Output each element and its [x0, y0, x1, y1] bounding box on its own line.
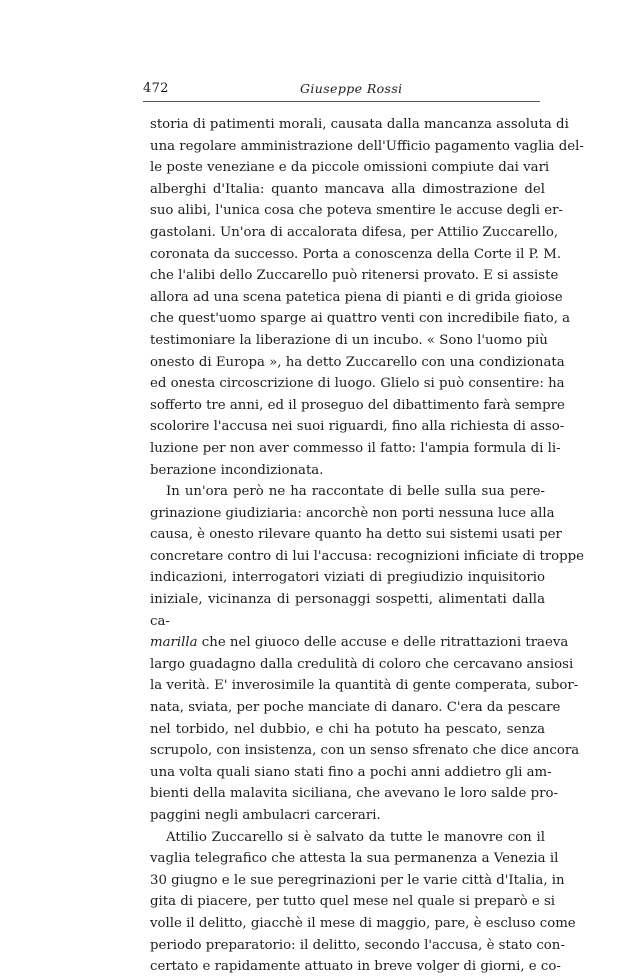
text-line: sofferto tre anni, ed il proseguo del dibattimento farà sempre [150, 397, 565, 413]
text-line: Attilio Zuccarello si è salvato da tutte le manovre con il [166, 829, 545, 845]
text-line-tail: ca- [150, 613, 170, 629]
text-line: scrupolo, con insistenza, con un senso sfrenato che dice ancora [150, 743, 580, 759]
text-line: nel torbido, nel dubbio, e chi ha potuto ha pescato, senza [150, 721, 545, 737]
text-line: storia di patimenti morali, causata dalla mancanza assoluta di [150, 117, 569, 132]
text-line: allora ad una scena patetica piena di pianti e di grida gioiose [150, 289, 563, 305]
text-line: gita di piacere, per tutto quel mese nel quale si preparò e si [150, 894, 556, 910]
text-line: In un'ora però ne ha raccontate di belle sulla sua pere- [166, 484, 545, 500]
text-line: nata, sviata, per poche manciate di danaro. C'era da pescare [150, 700, 561, 716]
page-number: 472 [143, 81, 169, 96]
running-head: Giuseppe Rossi [300, 81, 403, 96]
text-line: indicazioni, interrogatori viziati di pregiudizio inquisitorio [150, 570, 545, 586]
text-line: luzione per non aver commesso il fatto: l'ampia formula di li- [150, 440, 561, 456]
text-line: che quest'uomo sparge ai quattro venti con incredibile fiato, a [150, 311, 571, 327]
text-line-with-italic [150, 632, 569, 654]
text-line: suo alibi, l'unica cosa che poteva smentire le accuse degli er- [150, 203, 564, 219]
text-line: onesto di Europa », ha detto Zuccarello con una condizionata [150, 354, 565, 370]
text-line: periodo preparatorio: il delitto, secondo l'accusa, è stato con- [150, 937, 565, 953]
text-line: vaglia telegrafico che attesta la sua permanenza a Venezia il [150, 851, 559, 867]
header-rule [143, 101, 540, 102]
text-line: certato e rapidamente attuato in breve volger di giorni, e co- [150, 959, 561, 975]
text-line: volle il delitto, giacchè il mese di maggio, pare, è escluso come [150, 915, 576, 931]
text-line: largo guadagno dalla credulità di coloro che cercavano ansiosi [150, 656, 574, 672]
text-line: gastolani. Un'ora di accalorata difesa, per Attilio Zuccarello, [150, 224, 559, 240]
text-line: la verità. E' inverosimile la quantità di gente comperata, subor- [150, 678, 579, 694]
text-line: le poste veneziane e da piccole omissioni compiute dai vari [150, 160, 550, 176]
text-line-with-italic [150, 611, 545, 633]
text-line: che l'alibi dello Zuccarello può ritenersi provato. E si assiste [150, 268, 559, 284]
text-line: una regolare amministrazione dell'Ufficio pagamento vaglia del- [150, 138, 584, 154]
text-line: una volta quali siano stati fino a pochi anni addietro gli am- [150, 764, 552, 780]
text-line: testimoniare la liberazione di un incubo. « Sono l'uomo più [150, 332, 548, 348]
text-line: causa, è onesto rilevare quanto ha detto sui sistemi usati per [150, 527, 562, 543]
body-text [150, 114, 585, 978]
text-line: bienti della malavita siciliana, che avevano le loro salde pro- [150, 786, 559, 802]
text-line: scolorire l'accusa nei suoi riguardi, fino alla richiesta di asso- [150, 419, 565, 435]
text-line: concretare contro di lui l'accusa: recognizioni inficiate di troppe [150, 548, 585, 564]
text-line: grinazione giudiziaria: ancorchè non porti nessuna luce alla [150, 505, 555, 521]
text-line: berazione incondizionata. [150, 462, 324, 478]
italic-word: marilla [150, 635, 198, 651]
text-line: iniziale, vicinanza di personaggi sospetti, alimentati dalla [150, 592, 545, 608]
text-line: 30 giugno e le sue peregrinazioni per le varie città d'Italia, in [150, 872, 565, 888]
text-line-rest: che nel giuoco delle accuse e delle ritrattazioni traeva [197, 635, 569, 651]
text-line: ed onesta circoscrizione di luogo. Glielo si può consentire: ha [150, 376, 565, 392]
text-line: paggini negli ambulacri carcerari. [150, 808, 381, 823]
text-line: alberghi d'Italia: quanto mancava alla dimostrazione del [150, 181, 545, 197]
text-line: coronata da successo. Porta a conoscenza della Corte il P. M. [150, 246, 562, 262]
